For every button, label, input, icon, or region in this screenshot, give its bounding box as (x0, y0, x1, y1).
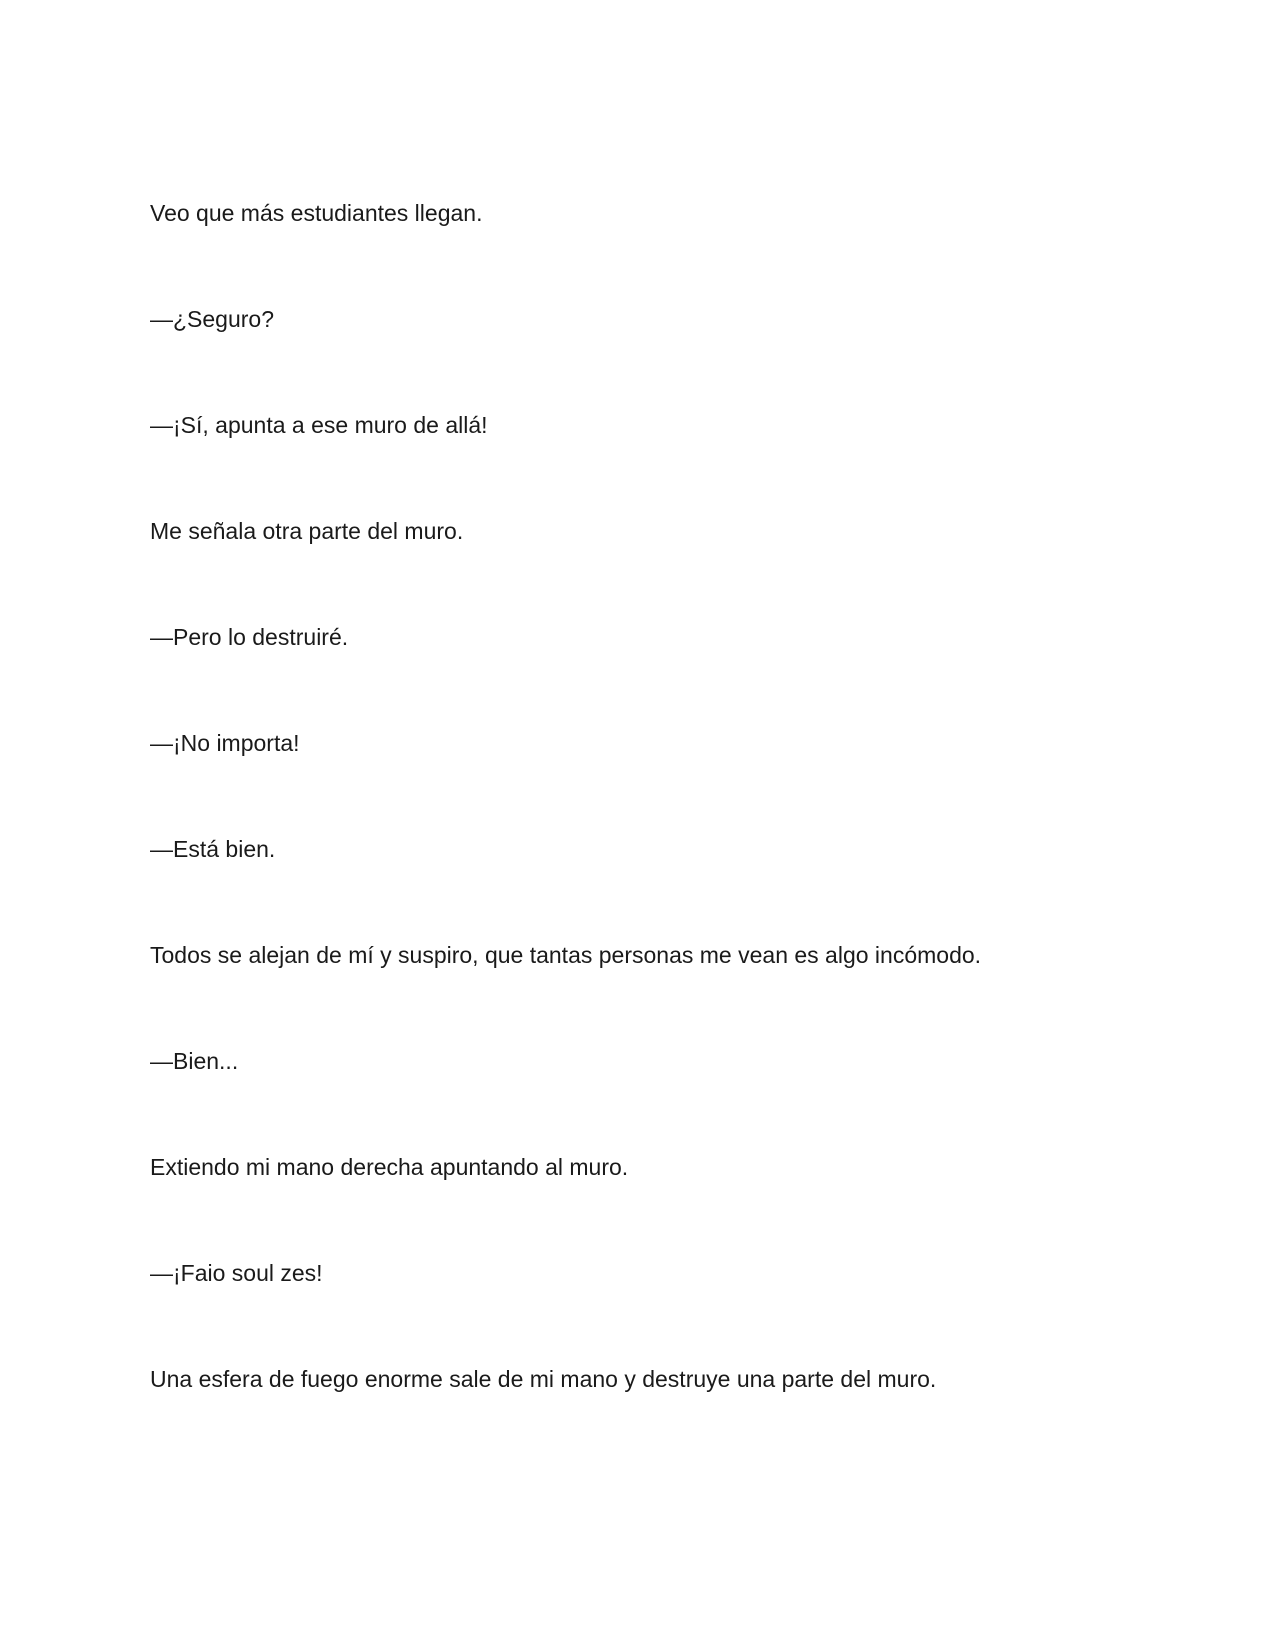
document-body (150, 198, 1150, 1470)
paragraph: —Pero lo destruiré. (150, 624, 349, 650)
paragraph: Todos se alejan de mí y suspiro, que tantas personas me vean es algo incómodo. (150, 942, 982, 968)
paragraph: —¿Seguro? (150, 306, 275, 332)
paragraph: Veo que más estudiantes llegan. (150, 200, 483, 226)
paragraph: Me señala otra parte del muro. (150, 518, 464, 544)
paragraph: —¡Sí, apunta a ese muro de allá! (150, 412, 488, 438)
paragraph: —Bien... (150, 1048, 239, 1074)
paragraph: —Está bien. (150, 836, 276, 862)
paragraph: Una esfera de fuego enorme sale de mi mano y destruye una parte del muro. (150, 1366, 937, 1392)
paragraph: —¡No importa! (150, 730, 300, 756)
paragraph: —¡Faio soul zes! (150, 1260, 323, 1286)
paragraph: Extiendo mi mano derecha apuntando al muro. (150, 1154, 629, 1180)
